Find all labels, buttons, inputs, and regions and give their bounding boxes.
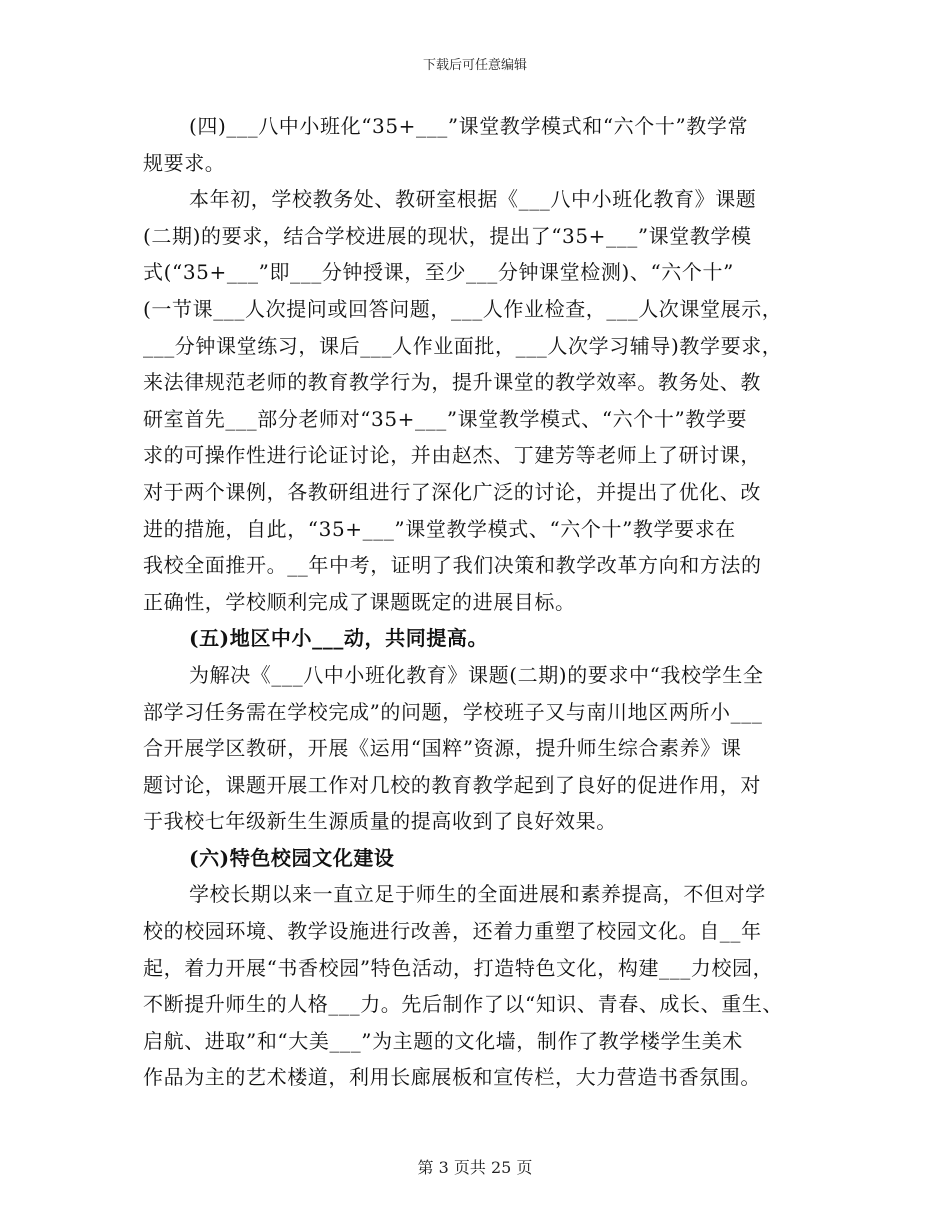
paragraph-line: 来法律规范老师的教育教学行为，提升课堂的教学效率。教务处、教 [143, 370, 761, 395]
paragraph-line: 学校长期以来一直立足于师生的全面进展和素养提高，不但对学 [189, 882, 766, 907]
paragraph-line: 起，着力开展“书香校园”特色活动，打造特色文化，构建___力校园， [143, 955, 774, 980]
paragraph-line: 不断提升师生的人格___力。先后制作了以“知识、青春、成长、重生、 [143, 992, 784, 1017]
paragraph-line: ___分钟课堂练习，课后___人作业面批，___人次学习辅导)教学要求， [143, 333, 783, 358]
paragraph-line: 对于两个课例，各教研组进行了深化广泛的讨论，并提出了优化、改 [143, 479, 761, 504]
paragraph-line: 校的校园环境、教学设施进行改善，还着力重塑了校园文化。自__年 [143, 919, 762, 944]
paragraph-line: 本年初，学校教务处、教研室根据《___八中小班化教育》课题 [189, 187, 757, 212]
section-heading-5: (五)地区中小___动，共同提高。 [189, 626, 489, 651]
section-heading-6: (六)特色校园文化建设 [189, 845, 395, 870]
paragraph-line: 进的措施，自此，“35+___”课堂教学模式、“六个十”教学要求在 [143, 516, 736, 541]
paragraph-line: 我校全面推开。__年中考，证明了我们决策和教学改革方向和方法的 [143, 553, 762, 578]
paragraph-line: 于我校七年级新生生源质量的提高收到了良好效果。 [143, 809, 617, 834]
paragraph-line: 作品为主的艺术楼道，利用长廊展板和宣传栏，大力营造书香氛围。 [143, 1065, 761, 1090]
paragraph-line: (二期)的要求，结合学校进展的现状，提出了“35+___”课堂教学模 [143, 223, 752, 248]
document-body [143, 108, 819, 1096]
paragraph-line: 部学习任务需在学校完成”的问题，学校班子又与南川地区两所小___ [143, 699, 763, 724]
page-footer: 第 3 页共 25 页 [417, 1158, 533, 1177]
paragraph-line: 求的可操作性进行论证讨论，并由赵杰、丁建芳等老师上了研讨课， [143, 443, 761, 468]
page-header: 下载后可任意编辑 [422, 58, 527, 73]
paragraph-line: 规要求。 [143, 150, 226, 175]
section-heading-4: (四)___八中小班化“35+___”课堂教学模式和“六个十”教学常 [189, 114, 749, 138]
paragraph-line: 研室首先___部分老师对“35+___”课堂教学模式、“六个十”教学要 [143, 406, 748, 431]
paragraph-line: 正确性，学校顺利完成了课题既定的进展目标。 [143, 589, 576, 614]
paragraph-line: 式(“35+___”即___分钟授课，至少___分钟课堂检测)、“六个十” [143, 260, 734, 285]
paragraph-line: 为解决《___八中小班化教育》课题(二期)的要求中“我校学生全 [189, 662, 764, 687]
paragraph-line: 启航、进取”和“大美___”为主题的文化墙，制作了教学楼学生美术 [143, 1028, 743, 1053]
paragraph-line: (一节课___人次提问或回答问题，___人作业检查，___人次课堂展示， [143, 296, 783, 321]
paragraph-line: 题讨论，课题开展工作对几校的教育教学起到了良好的促进作用，对 [143, 772, 761, 797]
paragraph-line: 合开展学区教研，开展《运用“国粹”资源，提升师生综合素养》课 [143, 736, 742, 761]
